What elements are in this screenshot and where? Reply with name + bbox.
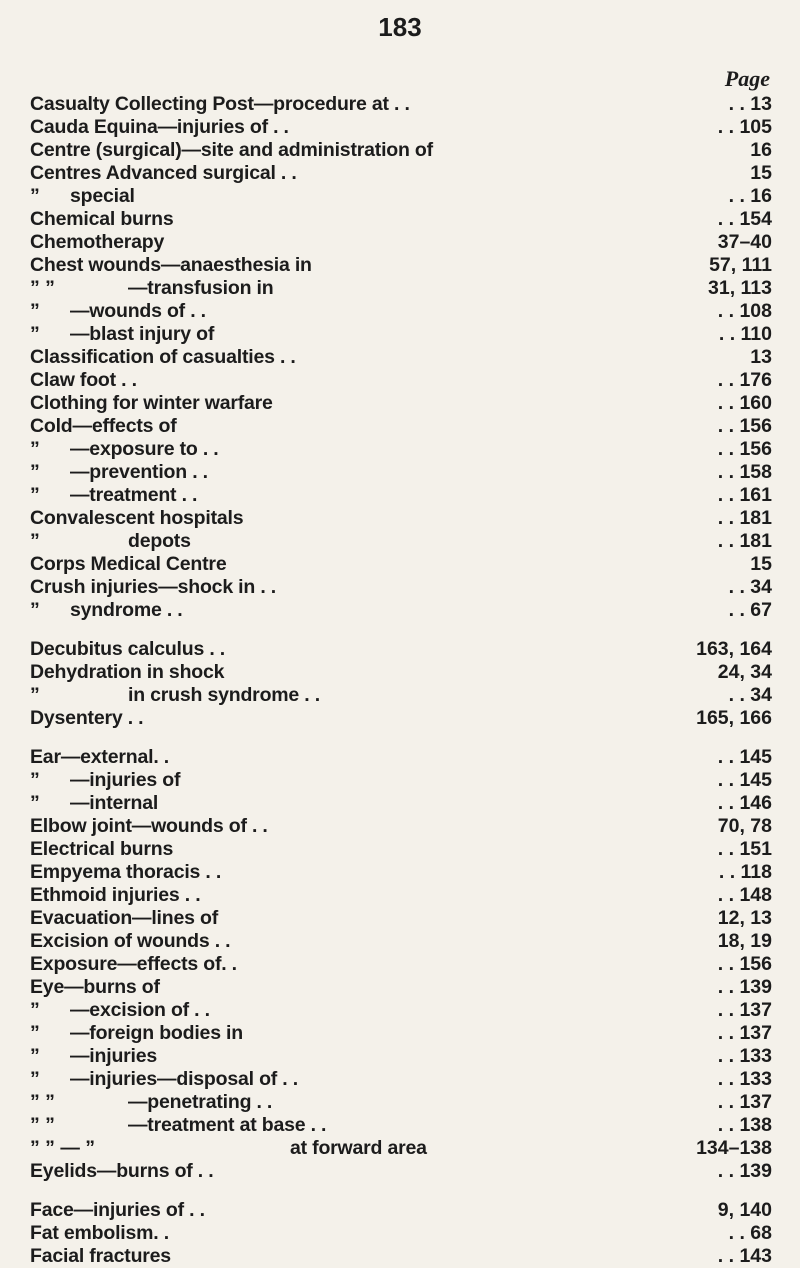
index-entry — [30, 707, 772, 730]
entry-page: . . 137 — [712, 1022, 772, 1045]
entry-page: . . 156 — [712, 438, 772, 461]
entry-page: . . 181 — [712, 530, 772, 553]
entry-text: Convalescent hospitals — [30, 507, 244, 529]
ditto-marks: ” — [30, 1022, 40, 1044]
entry-page: . . 139 — [712, 1160, 772, 1183]
entry-page: . . 181 — [712, 507, 772, 530]
index-entry — [30, 185, 772, 208]
entry-page: . . 176 — [712, 369, 772, 392]
index-entry — [30, 438, 772, 461]
entry-page: . . 118 — [713, 861, 772, 884]
index-entry — [30, 999, 772, 1022]
ditto-marks: ” — [30, 1068, 40, 1090]
ditto-marks: ” — [30, 1045, 40, 1067]
entry-text: Dysentery . . — [30, 707, 144, 729]
entry-page: . . 154 — [712, 208, 772, 231]
entry-text: Chemotherapy — [30, 231, 165, 253]
index-entry — [30, 599, 772, 622]
index-entry — [30, 392, 772, 415]
index-entry — [30, 1160, 772, 1183]
entry-text: Eye—burns of — [30, 976, 160, 998]
entry-text: Centres Advanced surgical . . — [30, 162, 297, 184]
entry-page: 31, 113 — [702, 277, 772, 300]
index-entry — [30, 746, 772, 769]
entry-text: —injuries — [70, 1045, 158, 1067]
entry-text: Ethmoid injuries . . — [30, 884, 201, 906]
entry-page: . . 110 — [713, 323, 772, 346]
ditto-marks: ” — [30, 300, 40, 322]
entry-page: . . 151 — [712, 838, 772, 861]
entry-page: . . 16 — [723, 185, 772, 208]
entry-text: —excision of . . — [70, 999, 210, 1021]
entry-text: Facial fractures — [30, 1245, 171, 1267]
entry-text: —injuries of — [70, 769, 181, 791]
entry-page: 37–40 — [712, 231, 772, 254]
entry-text: syndrome . . — [70, 599, 183, 621]
entry-text: Excision of wounds . . — [30, 930, 231, 952]
entry-text: —prevention . . — [70, 461, 208, 483]
index-entry — [30, 162, 772, 185]
entry-page: . . 68 — [723, 1222, 772, 1245]
index-entry — [30, 254, 772, 277]
ditto-marks: ” — [30, 461, 40, 483]
entry-page: 16 — [744, 139, 772, 162]
entry-page: 24, 34 — [712, 661, 772, 684]
entry-page: 18, 19 — [712, 930, 772, 953]
entry-page: . . 67 — [723, 599, 772, 622]
ditto-marks: ” — [30, 484, 40, 506]
entry-page: 163, 164 — [690, 638, 772, 661]
index-entry — [30, 769, 772, 792]
index-entry — [30, 553, 772, 576]
entry-page: . . 137 — [712, 1091, 772, 1114]
entry-text: —transfusion in — [128, 277, 274, 299]
entry-text: Empyema thoracis . . — [30, 861, 222, 883]
entry-text: Classification of casualties . . — [30, 346, 296, 368]
entry-text: depots — [128, 530, 191, 552]
entry-page: 165, 166 — [690, 707, 772, 730]
index-entry — [30, 208, 772, 231]
entry-text: Corps Medical Centre — [30, 553, 227, 575]
entry-page: . . 34 — [723, 684, 772, 707]
page-column-label: Page — [724, 66, 770, 91]
index-entry — [30, 484, 772, 507]
index-entry — [30, 300, 772, 323]
entry-page: . . 160 — [712, 392, 772, 415]
index-entry — [30, 1199, 772, 1222]
entry-text: Exposure—effects of. . — [30, 953, 237, 975]
index-entry — [30, 1114, 772, 1137]
entry-text: —blast injury of — [70, 323, 215, 345]
entry-page: 9, 140 — [712, 1199, 772, 1222]
entry-text: Ear—external. . — [30, 746, 169, 768]
ditto-marks: ” — [30, 599, 40, 621]
index-entry — [30, 638, 772, 661]
entry-text: at forward area — [290, 1137, 427, 1159]
entry-text: Dehydration in shock — [30, 661, 225, 683]
index-entry — [30, 884, 772, 907]
index-entry — [30, 277, 772, 300]
index-entry — [30, 323, 772, 346]
index-entry — [30, 139, 772, 162]
entry-text: Cold—effects of — [30, 415, 177, 437]
index-entry — [30, 976, 772, 999]
entry-text: —internal — [70, 792, 159, 814]
index-entry — [30, 576, 772, 599]
index-entry — [30, 861, 772, 884]
index-entry — [30, 792, 772, 815]
entry-text: Centre (surgical)—site and administration of — [30, 139, 433, 161]
ditto-marks: ” — [30, 792, 40, 814]
index-entry — [30, 116, 772, 139]
index-entry — [30, 1091, 772, 1114]
entry-page: 15 — [744, 162, 772, 185]
index-entry — [30, 231, 772, 254]
index-entry — [30, 415, 772, 438]
entry-page: . . 146 — [712, 792, 772, 815]
index-entry — [30, 815, 772, 838]
index-entry — [30, 838, 772, 861]
entry-page: . . 34 — [723, 576, 772, 599]
ditto-marks: ” ” — [30, 1091, 55, 1113]
index-entry — [30, 507, 772, 530]
index-entry — [30, 369, 772, 392]
entry-page: . . 133 — [712, 1068, 772, 1091]
entry-page: . . 137 — [712, 999, 772, 1022]
entry-page: 57, 111 — [703, 254, 772, 277]
ditto-marks: ” ” — [30, 277, 55, 299]
entry-text: —wounds of . . — [70, 300, 206, 322]
entry-text: —injuries—disposal of . . — [70, 1068, 298, 1090]
entry-page: . . 148 — [712, 884, 772, 907]
entry-text: Electrical burns — [30, 838, 174, 860]
entry-page: . . 145 — [712, 769, 772, 792]
entry-page: . . 13 — [723, 93, 772, 116]
index-entries — [30, 93, 772, 1268]
index-entry — [30, 1045, 772, 1068]
index-entry — [30, 530, 772, 553]
entry-page: . . 143 — [712, 1245, 772, 1268]
entry-page: . . 145 — [712, 746, 772, 769]
index-entry — [30, 930, 772, 953]
ditto-marks: ” — [30, 684, 40, 706]
entry-text: Chest wounds—anaesthesia in — [30, 254, 312, 276]
entry-text: Crush injuries—shock in . . — [30, 576, 276, 598]
entry-text: Decubitus calculus . . — [30, 638, 225, 660]
entry-text: Chemical burns — [30, 208, 174, 230]
index-entry — [30, 1022, 772, 1045]
page-number: 183 — [378, 12, 422, 42]
ditto-marks: ” — [30, 999, 40, 1021]
ditto-marks: ” ” — [30, 1114, 55, 1136]
entry-page: . . 139 — [712, 976, 772, 999]
entry-text: —foreign bodies in — [70, 1022, 243, 1044]
entry-page: . . 105 — [712, 116, 772, 139]
entry-text: Evacuation—lines of — [30, 907, 218, 929]
ditto-marks: ” ” — ” — [30, 1137, 96, 1159]
entry-text: Casualty Collecting Post—procedure at . . — [30, 93, 410, 115]
entry-text: Eyelids—burns of . . — [30, 1160, 214, 1182]
entry-text: —treatment at base . . — [128, 1114, 327, 1136]
ditto-marks: ” — [30, 769, 40, 791]
entry-page: 70, 78 — [712, 815, 772, 838]
ditto-marks: ” — [30, 185, 40, 207]
entry-text: special — [70, 185, 135, 207]
entry-page: 12, 13 — [712, 907, 772, 930]
entry-text: Clothing for winter warfare — [30, 392, 273, 414]
index-entry — [30, 1245, 772, 1268]
index-entry — [30, 1222, 772, 1245]
entry-text: Claw foot . . — [30, 369, 137, 391]
entry-text: —treatment . . — [70, 484, 198, 506]
entry-text: in crush syndrome . . — [128, 684, 320, 706]
index-entry — [30, 461, 772, 484]
entry-text: Face—injuries of . . — [30, 1199, 205, 1221]
index-entry — [30, 907, 772, 930]
entry-text: Cauda Equina—injuries of . . — [30, 116, 289, 138]
entry-page: . . 138 — [712, 1114, 772, 1137]
index-entry — [30, 661, 772, 684]
index-entry — [30, 684, 772, 707]
index-entry — [30, 953, 772, 976]
entry-text: —exposure to . . — [70, 438, 219, 460]
entry-text: Elbow joint—wounds of . . — [30, 815, 268, 837]
entry-page: . . 133 — [712, 1045, 772, 1068]
ditto-marks: ” — [30, 438, 40, 460]
entry-page: . . 158 — [712, 461, 772, 484]
ditto-marks: ” — [30, 530, 40, 552]
ditto-marks: ” — [30, 323, 40, 345]
index-entry — [30, 346, 772, 369]
entry-page: 13 — [744, 346, 772, 369]
entry-text: —penetrating . . — [128, 1091, 273, 1113]
index-entry — [30, 1137, 772, 1160]
entry-text: Fat embolism. . — [30, 1222, 169, 1244]
entry-page: . . 156 — [712, 953, 772, 976]
entry-page: 134–138 — [690, 1137, 772, 1160]
entry-page: . . 108 — [712, 300, 772, 323]
entry-page: . . 161 — [712, 484, 772, 507]
entry-page: . . 156 — [712, 415, 772, 438]
index-entry — [30, 1068, 772, 1091]
entry-page: 15 — [744, 553, 772, 576]
index-entry — [30, 93, 772, 116]
